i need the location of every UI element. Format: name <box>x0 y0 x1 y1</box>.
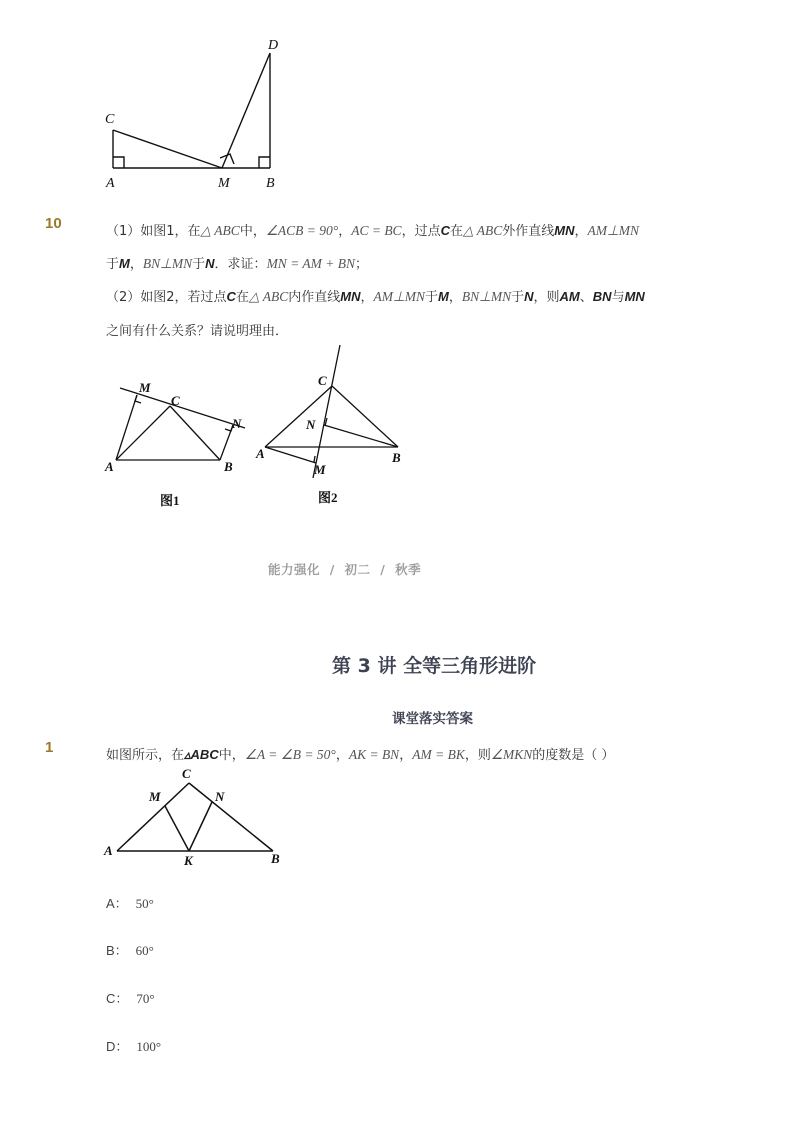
fig2-label-M: M <box>314 462 326 477</box>
figure-top <box>100 35 290 195</box>
figure-2 <box>250 340 420 510</box>
figure-1 <box>100 378 260 518</box>
label-M: M <box>218 176 230 191</box>
fig2-label-B: B <box>392 450 401 465</box>
fig1-label-A: A <box>105 459 114 474</box>
label-D: D <box>268 38 279 53</box>
fig2-label-A: A <box>256 446 265 461</box>
fig1-caption: 图1 <box>160 493 180 508</box>
lecture-title: 第 3 讲 全等三角形进阶 <box>332 655 537 677</box>
label-C: C <box>105 112 115 127</box>
fig1-label-N: N <box>232 416 242 431</box>
option-b[interactable]: B： 60° <box>106 943 154 958</box>
q1-label-K: K <box>184 853 193 868</box>
fig1-label-C: C <box>171 393 180 408</box>
q1-label-N: N <box>215 789 225 804</box>
q1-label-C: C <box>182 766 191 781</box>
q1-label-A: A <box>104 843 113 858</box>
q10-line-4: 之间有什么关系？请说明理由． <box>106 324 289 339</box>
question-number-1: 1 <box>45 739 54 756</box>
label-B: B <box>266 176 275 191</box>
q10-line-3: （2）如图2，若过点C在△ ABC内作直线MN，AM⊥MN于M，BN⊥MN于N，则AM、BN与MN <box>106 289 645 305</box>
fig1-label-M: M <box>139 380 151 395</box>
fig2-label-N: N <box>306 417 316 432</box>
q1-label-B: B <box>271 851 280 866</box>
q1-label-M: M <box>149 789 161 804</box>
label-A: A <box>106 176 115 191</box>
option-d[interactable]: D： 100° <box>106 1039 162 1054</box>
fig2-label-C: C <box>318 373 327 388</box>
figure-q1 <box>100 764 290 870</box>
q1-stem: 如图所示，在▵ABC中，∠A = ∠B = 50°，AK = BN，AM = BK，则∠MKN的度数是（ ） <box>106 747 615 763</box>
q10-line-2: 于M，BN⊥MN于N．求证：MN = AM + BN； <box>106 256 369 272</box>
option-a[interactable]: A： 50° <box>106 896 154 911</box>
page-footer: 能力强化 / 初二 / 秋季 <box>268 562 422 577</box>
question-number-10: 10 <box>45 215 62 232</box>
fig2-caption: 图2 <box>318 490 338 505</box>
fig1-label-B: B <box>224 459 233 474</box>
q10-line-1: （1）如图1，在△ ABC中，∠ACB = 90°，AC = BC，过点C在△ ABC外作直线MN，AM⊥MN <box>106 223 640 239</box>
section-title: 课堂落实答案 <box>392 711 473 727</box>
option-c[interactable]: C： 70° <box>106 991 155 1006</box>
